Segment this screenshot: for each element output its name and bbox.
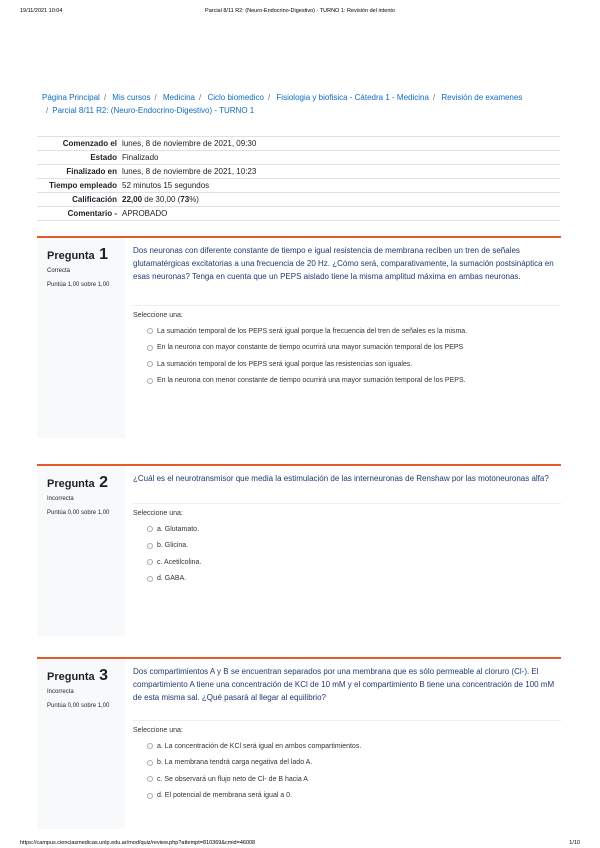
started-value: lunes, 8 de noviembre de 2021, 09:30 [122,139,257,148]
answer-option-d[interactable]: En la neurona con menor constante de tiempo ocurrirá una mayor sumación temporal de los PEPS. [133,373,561,390]
select-label: Seleccione una: [133,312,183,319]
comment-value: APROBADO [122,209,168,218]
answer-option-c[interactable]: c. Se observará un flujo neto de Cl- de B hacia A [133,771,561,788]
started-label: Comenzado el [62,139,117,148]
answer-option-c[interactable]: La sumación temporal de los PEPS será igual porque las resistencias son iguales. [133,356,561,373]
question-3 [37,657,561,827]
print-date: 19/11/2021 10:04 [20,8,63,14]
state-value: Finalizado [122,153,159,162]
radio-icon[interactable] [147,328,153,334]
radio-icon[interactable] [147,576,153,582]
question-2 [37,464,561,634]
radio-icon[interactable] [147,543,153,549]
question-grade: Puntúa 0,00 sobre 1,00 [47,510,110,516]
radio-icon[interactable] [147,776,153,782]
radio-icon[interactable] [147,760,153,766]
question-number: 3 [99,667,109,684]
answer-option-d[interactable]: d. GABA. [133,571,561,588]
question-grade: Puntúa 0,00 sobre 1,00 [47,703,110,709]
question-status: Incorrecta [47,496,74,502]
question-label: Pregunta [47,250,95,262]
breadcrumb-review[interactable]: Revisión de examenes [441,93,523,102]
question-status: Incorrecta [47,689,74,695]
answer-option-d[interactable]: d. El potencial de membrana será igual a 0. [133,788,561,805]
radio-icon[interactable] [147,743,153,749]
radio-icon[interactable] [147,345,153,351]
question-info [37,659,125,829]
question-number: 1 [99,246,109,263]
radio-icon[interactable] [147,526,153,532]
question-label: Pregunta [47,478,95,490]
grade-label: Calificación [72,195,117,204]
answer-block [133,305,561,389]
question-status: Correcta [47,268,71,274]
comment-label: Comentario - [67,209,117,218]
time-value: 52 minutos 15 segundos [122,181,210,190]
attempt-summary [37,136,560,221]
question-1 [37,236,561,436]
print-title: Parcial 8/11 R2: (Neuro-Endocrino-Digestivo) - TURNO 1: Revisión del intento [205,8,395,14]
question-label: Pregunta [47,671,95,683]
answer-block [133,503,561,587]
breadcrumb-course[interactable]: Fisiologia y biofisica - Cátedra 1 - Medicina [276,93,429,102]
print-page: 1/10 [569,840,580,846]
question-text: ¿Cuál es el neurotransmisor que media la estimulación de las interneuronas de Renshaw por las motoneuronas alfa? [133,474,549,483]
print-url: https://campus.cienciasmedicas.unlp.edu.ar/mod/quiz/review.php?attempt=810369&cmid=46008 [20,840,256,846]
question-info [37,466,125,636]
state-label: Estado [90,153,117,162]
finished-value: lunes, 8 de noviembre de 2021, 10:23 [122,167,257,176]
answer-option-b[interactable]: b. Glicina. [133,538,561,555]
breadcrumb-ciclo[interactable]: Ciclo biomedico [207,93,264,102]
answer-option-a[interactable]: La sumación temporal de los PEPS será igual porque la frecuencia del tren de señales es la misma. [133,323,561,340]
answer-block [133,720,561,804]
breadcrumb-medicina[interactable]: Medicina [162,93,195,102]
time-label: Tiempo empleado [49,181,117,190]
answer-option-b[interactable]: En la neurona con mayor constante de tiempo ocurrirá una mayor sumación temporal de los PEPS [133,340,561,357]
breadcrumb: Página Principal / Mis cursos / Medicina / Ciclo biomedico / Fisiologia y biofisica - Cátedra 1 - Medicina / Revisión de examenes / Parcial 8/11 R2: (Neuro-Endocrino-Digestivo) - TURNO 1 [42,93,523,115]
breadcrumb-my-courses[interactable]: Mis cursos [112,93,151,102]
finished-label: Finalizado en [66,167,117,176]
question-text: Dos compartimientos A y B se encuentran separados por una membrana que es sólo permeable al cloruro (Cl-). El compartimiento A tiene una concentración de KCl de 10 mM y el compartimiento B tiene una concentración de 100 mM de esta misma sal. ¿Qué pasará al llegar al equilibrio? [133,667,555,702]
select-label: Seleccione una: [133,727,183,734]
radio-icon[interactable] [147,361,153,367]
question-number: 2 [99,474,109,491]
answer-option-a[interactable]: a. La concentración de KCl será igual en ambos compartimientos. [133,738,561,755]
breadcrumb-home[interactable]: Página Principal [42,93,100,102]
answer-option-b[interactable]: b. La membrana tendrá carga negativa del lado A. [133,755,561,772]
radio-icon[interactable] [147,378,153,384]
question-info [37,238,125,438]
answer-option-c[interactable]: c. Acetilcolina. [133,554,561,571]
answer-option-a[interactable]: a. Glutamato. [133,521,561,538]
question-grade: Puntúa 1,00 sobre 1,00 [47,282,110,288]
breadcrumb-quiz[interactable]: Parcial 8/11 R2: (Neuro-Endocrino-Digestivo) - TURNO 1 [52,106,255,115]
radio-icon[interactable] [147,559,153,565]
grade-value: 22,00 de 30,00 (73%) [122,195,199,204]
question-text: Dos neuronas con diferente constante de tiempo e igual resistencia de membrana reciben un tren de señales glutamatérgicas excitatorias a una frecuencia de 20 Hz. ¿Cómo será, comparativamente, la sumación postsináptica en esas neuronas? Tenga en cuenta que un PEPS aislado tiene la misma amplitud máxima en ambas neuronas. [133,246,554,281]
select-label: Seleccione una: [133,510,183,517]
radio-icon[interactable] [147,793,153,799]
